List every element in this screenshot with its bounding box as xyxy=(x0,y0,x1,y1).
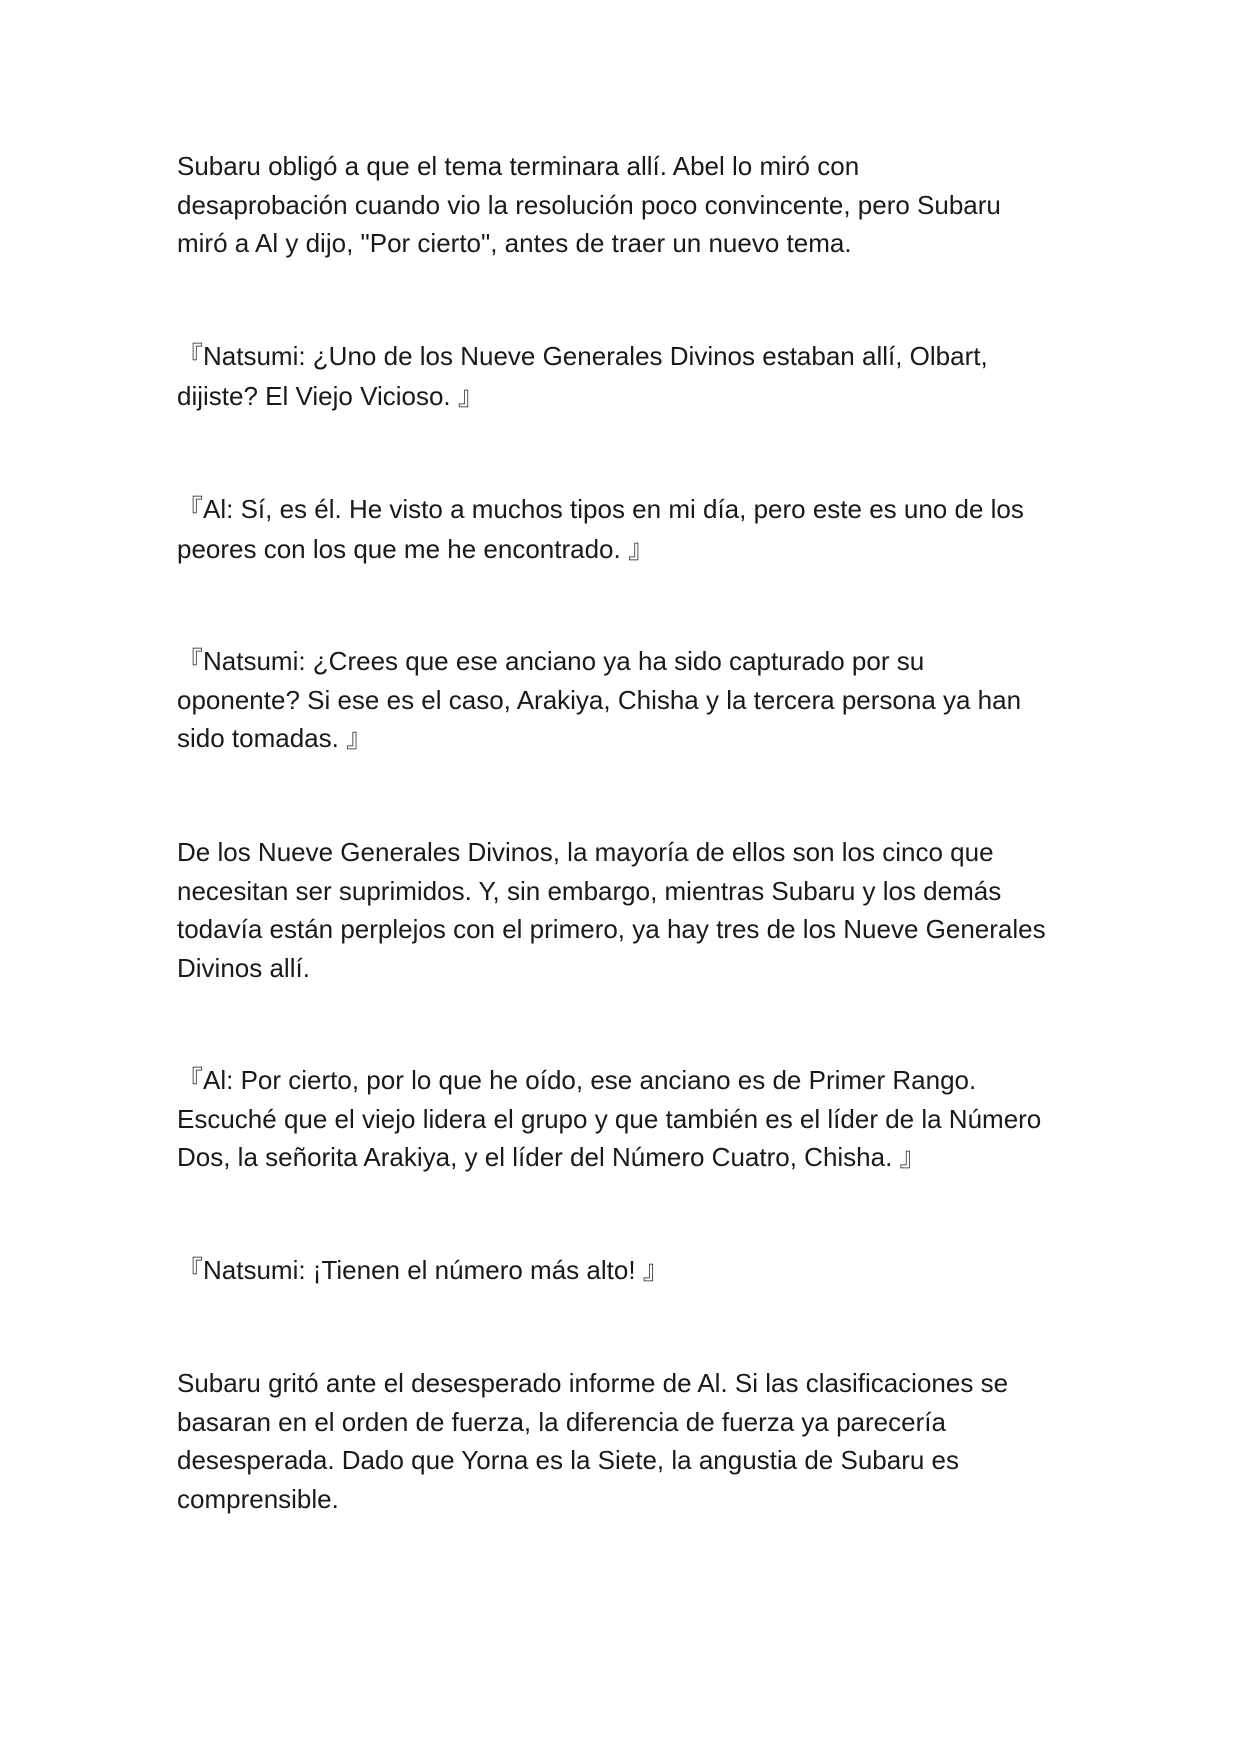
dialogue-paragraph: 『Natsumi: ¡Tienen el número más alto! 』 xyxy=(177,1255,669,1285)
narration-paragraph: Subaru obligó a que el tema terminara allí. Abel lo miró con desaprobación cuando vio la resolución poco convincente, pero Subaru miró a Al y dijo, "Por cierto", antes de traer un nuevo tema. xyxy=(177,151,1001,258)
dialogue-paragraph: 『Natsumi: ¿Crees que ese anciano ya ha sido capturado por su oponente? Si ese es el caso, Arakiya, Chisha y la tercera persona ya han sido tomadas. 』 xyxy=(177,646,1022,753)
narration-paragraph: Subaru gritó ante el desesperado informe de Al. Si las clasificaciones se basaran en el orden de fuerza, la diferencia de fuerza ya parecería desesperada. Dado que Yorna es la Siete, la angustia de Subaru es comprensible. xyxy=(177,1368,1009,1514)
dialogue-paragraph: 『Natsumi: ¿Uno de los Nueve Generales Divinos estaban allí, Olbart, dijiste? El Viejo Vicioso. 』 xyxy=(177,341,988,411)
dialogue-paragraph: 『Al: Sí, es él. He visto a muchos tipos en mi día, pero este es uno de los peores con los que me he encontrado. 』 xyxy=(177,494,1024,564)
dialogue-paragraph: 『Al: Por cierto, por lo que he oído, ese anciano es de Primer Rango. Escuché que el viejo lidera el grupo y que también es el líder de la Número Dos, la señorita Arakiya, y el líder del Número Cuatro, Chisha. 』 xyxy=(177,1065,1042,1172)
narration-paragraph: De los Nueve Generales Divinos, la mayoría de ellos son los cinco que necesitan ser suprimidos. Y, sin embargo, mientras Subaru y los demás todavía están perplejos con el primero, ya hay tres de los Nueve Generales Divinos allí. xyxy=(177,837,1046,983)
